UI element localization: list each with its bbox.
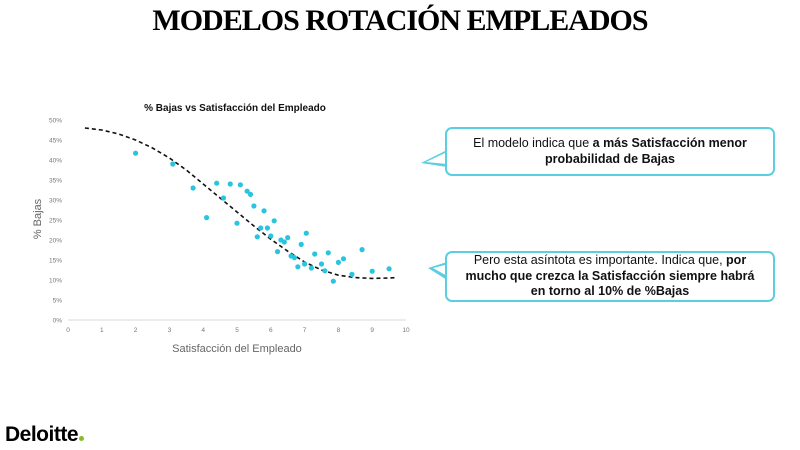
x-tick-label: 8 xyxy=(336,327,341,334)
x-tick-label: 9 xyxy=(370,327,375,334)
x-tick-label: 1 xyxy=(99,327,104,334)
x-tick-label: 3 xyxy=(167,327,172,334)
data-point xyxy=(272,218,277,223)
data-point xyxy=(319,261,324,266)
data-point xyxy=(258,225,263,230)
data-point xyxy=(133,151,138,156)
data-point xyxy=(265,225,270,230)
data-point xyxy=(336,260,341,265)
y-axis-ticks xyxy=(49,117,62,324)
logo-dot xyxy=(79,436,84,441)
data-point xyxy=(251,203,256,208)
chart-title: % Bajas vs Satisfacción del Empleado xyxy=(144,103,326,114)
x-tick-label: 10 xyxy=(402,327,410,334)
slide-title: MODELOS ROTACIÓN EMPLEADOS xyxy=(152,4,648,37)
callout-1-tail-inner xyxy=(426,152,447,164)
data-point xyxy=(359,247,364,252)
y-axis-label: % Bajas xyxy=(32,198,44,240)
data-points xyxy=(133,151,392,284)
data-point xyxy=(285,235,290,240)
x-tick-label: 0 xyxy=(66,327,70,334)
callout-model-insight xyxy=(445,127,775,176)
y-tick-label: 40% xyxy=(48,157,62,165)
y-tick-label: 15% xyxy=(48,257,62,265)
y-tick-label: 20% xyxy=(48,237,62,245)
callout-2-text: Pero esta asíntota es importante. Indica que, xyxy=(473,253,727,268)
x-tick-label: 2 xyxy=(133,327,138,334)
data-point xyxy=(295,264,300,269)
y-tick-label: 30% xyxy=(48,197,62,205)
data-point xyxy=(204,215,209,220)
data-point xyxy=(322,268,327,273)
data-point xyxy=(238,182,243,187)
deloitte-logo xyxy=(5,423,84,447)
x-tick-label: 4 xyxy=(201,327,206,334)
data-point xyxy=(304,231,309,236)
y-tick-label: 45% xyxy=(48,137,62,145)
y-tick-label: 50% xyxy=(48,117,62,125)
data-point xyxy=(341,256,346,261)
data-point xyxy=(326,250,331,255)
x-tick-label: 5 xyxy=(235,327,239,334)
data-point xyxy=(261,208,266,213)
data-point xyxy=(268,233,273,238)
data-point xyxy=(302,261,307,266)
x-axis-ticks xyxy=(66,327,410,334)
x-axis-label: Satisfacción del Empleado xyxy=(172,343,302,355)
y-tick-label: 25% xyxy=(48,217,62,225)
data-point xyxy=(248,192,253,197)
callout-1-bold-text: a más Satisfacción menor probabilidad de Bajas xyxy=(545,135,747,166)
logo-text: Deloitte xyxy=(5,423,79,446)
y-tick-label: 10% xyxy=(48,277,62,285)
data-point xyxy=(190,185,195,190)
data-point xyxy=(275,249,280,254)
data-point xyxy=(349,272,354,277)
data-point xyxy=(309,265,314,270)
x-tick-label: 7 xyxy=(302,327,307,334)
data-point xyxy=(214,181,219,186)
callout-2-bold-text: por mucho que crezca la Satisfacción siempre habrá en torno al 10% de %Bajas xyxy=(465,253,755,299)
data-point xyxy=(170,161,175,166)
data-point xyxy=(255,234,260,239)
data-point xyxy=(282,239,287,244)
y-tick-label: 35% xyxy=(48,177,62,185)
data-point xyxy=(228,181,233,186)
trend-line xyxy=(85,128,396,278)
data-point xyxy=(312,251,317,256)
y-tick-label: 0% xyxy=(52,317,62,325)
data-point xyxy=(292,255,297,260)
data-point xyxy=(299,242,304,247)
data-point xyxy=(370,269,375,274)
data-point xyxy=(234,221,239,226)
data-point xyxy=(387,266,392,271)
data-point xyxy=(221,195,226,200)
y-tick-label: 5% xyxy=(52,297,62,305)
x-tick-label: 6 xyxy=(268,327,273,334)
callout-asymptote-insight xyxy=(445,251,775,302)
data-point xyxy=(331,279,336,284)
callout-1-text: El modelo indica que xyxy=(473,135,593,150)
